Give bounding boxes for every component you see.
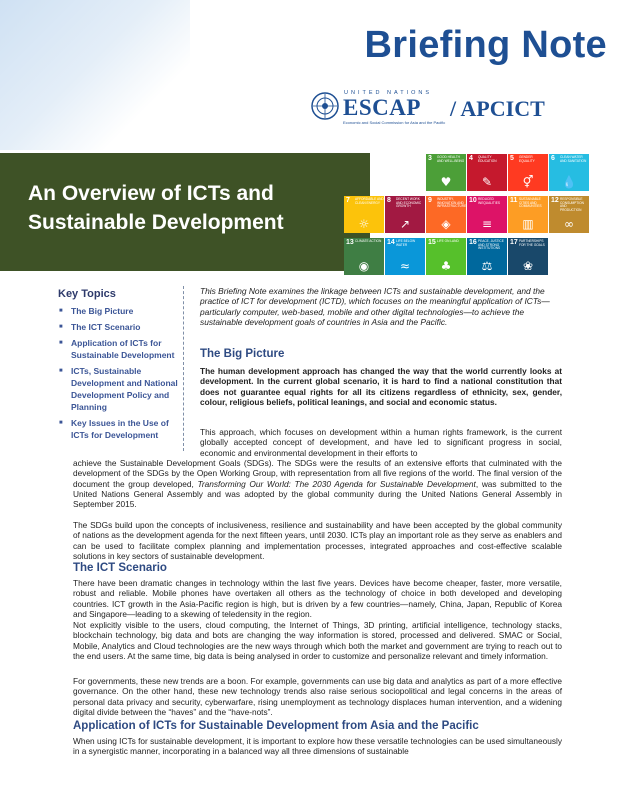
sdg-label: PEACE, JUSTICE AND STRONG INSTITUTIONS <box>478 239 504 251</box>
sdg-tile-17 <box>508 238 548 275</box>
sdg-icon: ♣ <box>440 259 452 273</box>
sidebar-divider <box>183 286 184 451</box>
ict-paragraph-2: Not explicitly visible to the users, cloud computing, the Internet of Things, 3D printing, artificial intelligence, technology stacks, blockchain technology, big data and bots are changing the way information is stored, processed and delivered. SMAC or Social, Mobile, Analytics and Cloud technologies are the new ways through which both the market and government are trying to reach out to the end users. At the same time, big data is being analysed in order to customize and personalize relevant and timely information. <box>73 620 562 661</box>
document-title-line1: An Overview of ICTs and <box>28 182 274 205</box>
sdg-icon: ◈ <box>441 217 451 231</box>
sdg-tile-13 <box>344 238 384 275</box>
sdg-label: CLEAN WATER AND SANITATION <box>560 155 587 163</box>
sdg-tile-14 <box>385 238 425 275</box>
big-picture-paragraph-1: The human development approach has changed the way that the world currently looks at development. In the current global scenario, it is hard to find a national constitution that does not guarantee equal rights for all its citizens regardless of ethnicity, sex, gender, colour, religious beliefs, political leanings, and social and economic status. <box>200 366 562 407</box>
sdg-number: 15 <box>428 239 436 246</box>
sdg-icon: 💧 <box>561 175 577 189</box>
sdg-icon: ⚥ <box>522 175 534 189</box>
big-picture-paragraph-2: This approach, which focuses on development within a human rights framework, is the current globally accepted concept of development, and have led to significant progress in social, economic and environmental development in their efforts to <box>200 427 562 458</box>
sdg-number: 4 <box>469 155 473 162</box>
page-title: Briefing Note <box>364 24 607 66</box>
sdg-label: CLIMATE ACTION <box>355 239 382 243</box>
sdg-number: 12 <box>551 197 559 204</box>
sdg-tile-6 <box>549 154 589 191</box>
sdg-number: 16 <box>469 239 477 246</box>
ict-paragraph-1: There have been dramatic changes in technology within the last five years. Devices have become cheaper, faster, more versatile, robust and reliable. Mobile phones have overtaken all others as the technology of choice in both developed and developing countries. ICT growth in the Asia-Pacific region is high, but is driven by a few countries—namely, China, Japan, Republic of Korea and Singapore—leading to a skewing of teledensity in the region. <box>73 578 562 619</box>
heading-big-picture: The Big Picture <box>200 348 285 360</box>
sdg-tile-12 <box>549 196 589 233</box>
sdg-icon: ≈ <box>399 259 411 273</box>
key-topic-item[interactable]: ■ ICTs, Sustainable Development and National Development Policy and Planning <box>58 365 178 413</box>
sdg-number: 9 <box>428 197 432 204</box>
sdg-icon: ◉ <box>358 259 370 273</box>
sdg-number: 17 <box>510 239 518 246</box>
escap-logo: ESCAP <box>343 95 421 120</box>
logo-separator: / <box>450 96 457 121</box>
key-topics-list <box>58 305 178 441</box>
sdg-number: 8 <box>387 197 391 204</box>
sdg-tile-3 <box>426 154 466 191</box>
sdg-number: 10 <box>469 197 477 204</box>
sdg-label: INDUSTRY, INNOVATION AND INFRASTRUCTURE <box>437 197 466 209</box>
key-topics <box>58 288 178 445</box>
sdg-tile-7 <box>344 196 384 233</box>
heading-application: Application of ICTs for Sustainable Development from Asia and the Pacific <box>73 720 479 732</box>
apcict-logo <box>450 96 545 122</box>
escap-subtitle: Economic and Social Commission for Asia and the Pacific <box>343 120 446 125</box>
sdg-label: SUSTAINABLE CITIES AND COMMUNITIES <box>519 197 542 209</box>
big-picture-paragraph-3: The SDGs build upon the concepts of inclusiveness, resilience and sustainability and have been accepted by the global community of nations as the development agenda for the next fifteen years, until 2030. ICTs play an important role as they serve as enablers and can be used to facilitate complex planning and implementation processes, integrated approaches and cost-effective scalable solutions in key sectors of sustainable development. <box>73 520 562 561</box>
agenda-title: Transforming Our World: The 2030 Agenda for Sustainable Development <box>197 478 476 489</box>
key-topic-item[interactable]: ■ Application of ICTs for Sustainable Development <box>58 337 178 361</box>
sdg-label: GENDER EQUALITY <box>519 155 535 163</box>
sdg-icon: ❀ <box>522 259 534 273</box>
key-topic-item[interactable]: ■ The Big Picture <box>58 305 178 317</box>
un-emblem-icon <box>310 91 340 121</box>
key-topics-title: Key Topics <box>58 288 116 300</box>
sdg-label: DECENT WORK AND ECONOMIC GROWTH <box>396 197 422 209</box>
big-picture-paragraph-2-cont <box>73 458 562 509</box>
sdg-label: GOOD HEALTH AND WELL-BEING <box>437 155 465 163</box>
sdg-number: 5 <box>510 155 514 162</box>
sdg-label: REDUCED INEQUALITIES <box>478 197 500 205</box>
document-title <box>28 179 328 237</box>
logos <box>310 90 610 130</box>
apcict-text: APCICT <box>460 96 545 121</box>
sdg-tile-8 <box>385 196 425 233</box>
sdg-label: QUALITY EDUCATION <box>478 155 497 163</box>
sdg-label: RESPONSIBLE CONSUMPTION AND PRODUCTION <box>560 197 584 212</box>
sdg-tile-4 <box>467 154 507 191</box>
sdg-label: LIFE BELOW WATER <box>396 239 416 247</box>
sdg-tile-11 <box>508 196 548 233</box>
sdg-icon: ≡ <box>481 217 493 231</box>
sdg-label: PARTNERSHIPS FOR THE GOALS <box>519 239 545 247</box>
ict-paragraph-3: For governments, these new trends are a boon. For example, governments can use big data and analytics as part of a more effective governance. On the other hand, these new technology trends also raise serious sociopolitical and legal concerns in the areas of personal data privacy and security, cyberwarfare, rising unemployment as technology displaces human intervention, and a widening digital divide between the “haves” and the “have-nots”. <box>73 676 562 717</box>
sdg-number: 11 <box>510 197 518 204</box>
sdg-number: 14 <box>387 239 395 246</box>
sdg-icon: ∞ <box>564 217 574 231</box>
sdg-number: 13 <box>346 239 354 246</box>
key-topic-item[interactable]: ■ Key Issues in the Use of ICTs for Development <box>58 417 178 441</box>
sdg-tile-16 <box>467 238 507 275</box>
sdg-icon: ↗ <box>399 217 411 231</box>
sdg-label: LIFE ON LAND <box>437 239 459 243</box>
sdg-label: AFFORDABLE AND CLEAN ENERGY <box>355 197 384 205</box>
key-topic-item[interactable]: ■ The ICT Scenario <box>58 321 178 333</box>
sdg-tile-10 <box>467 196 507 233</box>
sdg-tile-5 <box>508 154 548 191</box>
sdg-number: 7 <box>346 197 350 204</box>
sdg-icon: ▥ <box>522 217 534 231</box>
sdg-icon: ♥ <box>440 175 452 189</box>
sdg-number: 6 <box>551 155 555 162</box>
paragraph-text: achieve the Sustainable Development Goals (SDGs). The SDGs were the results of an extensive efforts that culminated with the development of the SDGs by the Open Working Group, with representation from all five regions of the world. The final version of the document the group developed, <box>73 458 562 489</box>
application-paragraph-1: When using ICTs for sustainable development, it is important to explore how these versatile technologies can be used simultaneously in a synergistic manner, incorporating in a balanced way all three dimensions of sustainable <box>73 736 562 757</box>
sdg-icon: ✎ <box>481 175 493 189</box>
heading-ict-scenario: The ICT Scenario <box>73 562 167 574</box>
header-gradient <box>0 0 190 150</box>
sdg-tile-9 <box>426 196 466 233</box>
document-title-line2: Sustainable Development <box>28 211 284 234</box>
paragraph-text: , was submitted to the United Nations General Assembly and was adopted by the global community during the United Nations General Assembly in September 2015. <box>73 478 562 510</box>
sdg-number: 3 <box>428 155 432 162</box>
sdg-icon: ☼ <box>358 217 370 231</box>
sdg-icon: ⚖ <box>481 259 493 273</box>
intro-paragraph: This Briefing Note examines the linkage between ICTs and sustainable development, and the practice of ICT for development (ICTD), which focuses on the meaningful application of ICTs—particularly computer, web-based, mobile and other digital technologies—to achieve the sustainable development goals of countries in Asia and the Pacific. <box>200 286 550 327</box>
un-text: UNITED NATIONS <box>344 90 433 96</box>
sdg-tile-15 <box>426 238 466 275</box>
